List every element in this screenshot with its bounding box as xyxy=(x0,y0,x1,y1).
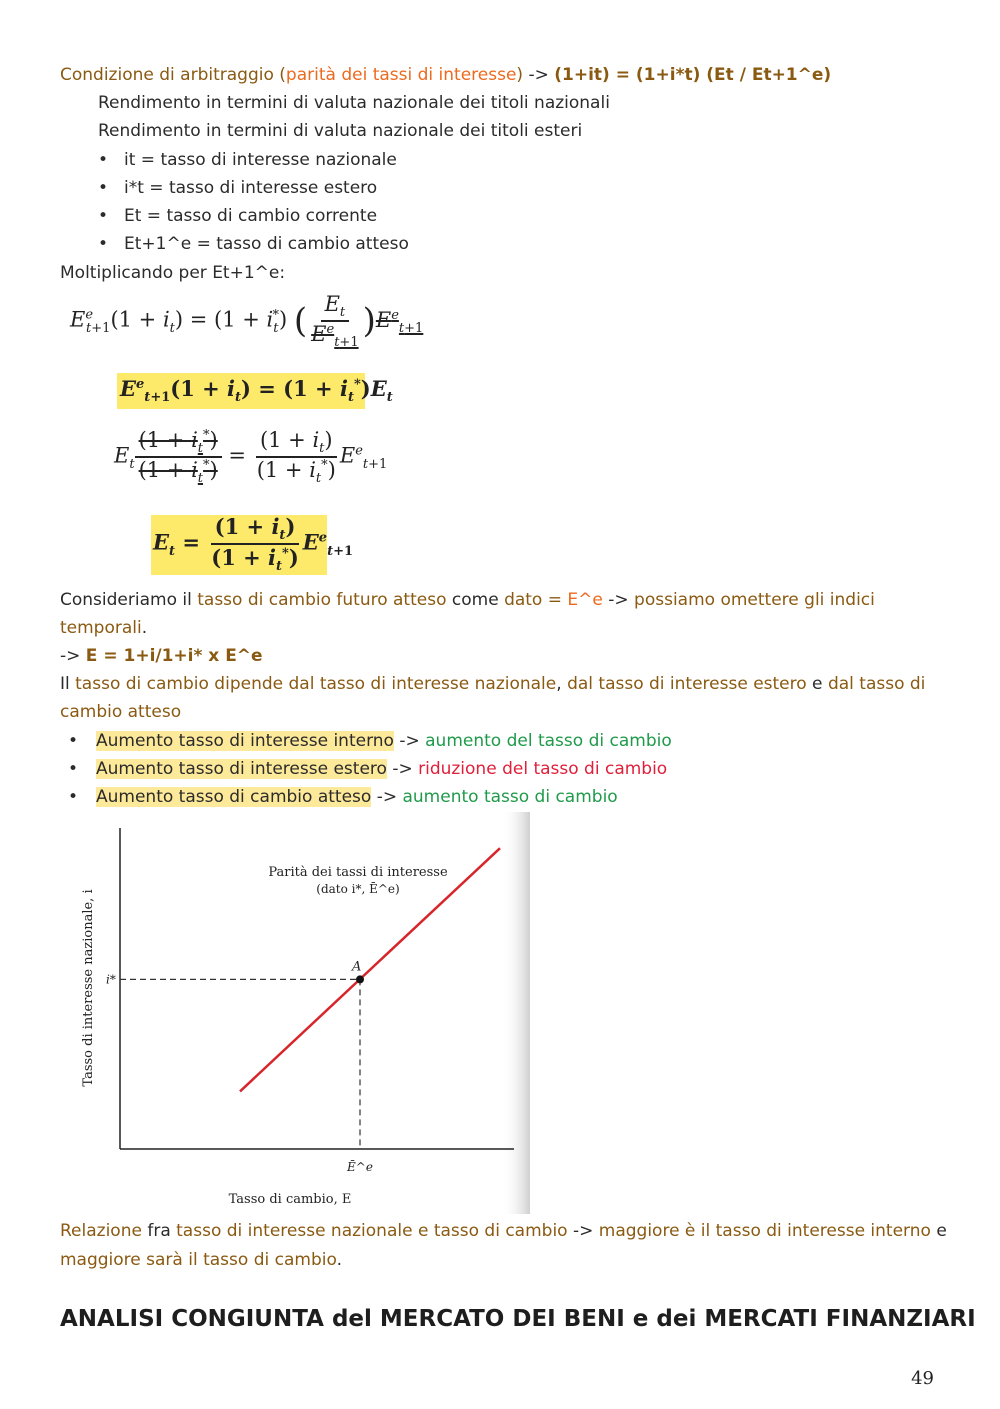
text: fra xyxy=(141,1221,177,1241)
effect-result: aumento del tasso di cambio xyxy=(425,731,672,751)
text: . xyxy=(141,618,148,638)
equilibrium-point xyxy=(356,975,364,983)
bullet: • xyxy=(98,150,109,170)
list-item xyxy=(96,728,672,754)
text: Il xyxy=(60,674,76,694)
relation-effect: maggiore sarà il tasso di cambio xyxy=(60,1250,337,1270)
arrow: -> xyxy=(60,646,86,666)
given-term: dato xyxy=(504,590,543,610)
omit-indices-term: possiamo omettere gli indici xyxy=(634,590,875,610)
list-item: Et = tasso di cambio corrente xyxy=(124,206,378,226)
y-axis-label: Tasso di interesse nazionale, i xyxy=(81,889,96,1087)
arrow: -> xyxy=(523,65,555,85)
expected-term: dal tasso di xyxy=(827,674,926,694)
bullet: • xyxy=(98,206,109,226)
temporal-term: temporali xyxy=(60,618,142,638)
effect-result: riduzione del tasso di cambio xyxy=(418,759,668,779)
text: e xyxy=(806,674,828,694)
relation-term: Relazione xyxy=(60,1221,142,1241)
paren-close: ) xyxy=(516,65,524,85)
list-item: i*t = tasso di interesse estero xyxy=(124,178,378,198)
expected-term-cont: cambio atteso xyxy=(60,702,182,722)
list-item xyxy=(96,784,618,810)
bullet: • xyxy=(68,787,79,807)
section-heading: ANALISI CONGIUNTA del MERCATO DEI BENI e dei MERCATI FINANZIARI xyxy=(60,1306,976,1332)
text: come xyxy=(446,590,505,610)
chart-shadow xyxy=(502,812,530,1214)
y-tick-label: i* xyxy=(106,972,116,987)
depends-line-1 xyxy=(60,671,925,697)
relation-line-2 xyxy=(60,1247,342,1273)
arrow: -> xyxy=(371,787,403,807)
return-national: Rendimento in termini di valuta nazionale dei titoli nazionali xyxy=(98,93,610,113)
list-item: it = tasso di interesse nazionale xyxy=(124,150,397,170)
bullet: • xyxy=(68,731,79,751)
text: = xyxy=(542,590,568,610)
condition-formula: (1+it) = (1+i*t) (Et / Et+1^e) xyxy=(554,65,832,85)
equation-3: $E_t$ $\frac{(1 + i_t^*)}{(1 + i_t^*)}$ = $\frac{(1 + i_t)}{(1 + i_t^*)}$ $E^e_{t+1}$ xyxy=(114,428,388,487)
relation-cause: maggiore è il tasso di interesse interno xyxy=(598,1221,931,1241)
effect-cause: Aumento tasso di interesse estero xyxy=(96,759,387,779)
ee-term: E^e xyxy=(567,590,603,610)
bullet: • xyxy=(98,234,109,254)
list-item: Et+1^e = tasso di cambio atteso xyxy=(124,234,409,254)
effect-cause: Aumento tasso di interesse interno xyxy=(96,731,394,751)
result-formula: E = 1+i/1+i* x E^e xyxy=(85,646,263,666)
expected-rate-term: tasso di cambio futuro atteso xyxy=(197,590,447,610)
x-tick-label: Ē^e xyxy=(347,1160,373,1174)
parity-term: parità dei tassi di interesse xyxy=(285,65,517,85)
depends-line-2 xyxy=(60,699,181,725)
return-foreign: Rendimento in termini di valuta nazionale dei titoli esteri xyxy=(98,121,583,141)
condition-label: Condizione di arbitraggio xyxy=(60,65,274,85)
depends-term: tasso di cambio dipende dal tasso di interesse nazionale xyxy=(75,674,557,694)
chart-subtitle: (dato i*, Ē^e) xyxy=(316,882,400,896)
text: Consideriamo il xyxy=(60,590,198,610)
arrow: -> xyxy=(567,1221,599,1241)
paren-open: ( xyxy=(273,65,286,85)
text: , xyxy=(556,674,568,694)
arrow: -> xyxy=(393,731,426,751)
consider-line-2 xyxy=(60,615,147,641)
page-number: 49 xyxy=(911,1368,934,1389)
point-label: A xyxy=(352,959,362,975)
relation-line-1 xyxy=(60,1218,947,1244)
arrow: -> xyxy=(386,759,419,779)
list-item xyxy=(96,756,667,782)
equation-1: $E^e_{t+1}(1 + i_t) = (1 + i_t^*)$ ( $\frac{E_t}{E^e_{t+1}}$ )$E^e_{t+1}$ xyxy=(70,292,424,351)
effect-cause: Aumento tasso di cambio atteso xyxy=(96,787,372,807)
consider-line-1 xyxy=(60,587,875,613)
effect-result: aumento tasso di cambio xyxy=(402,787,618,807)
x-axis-label: Tasso di cambio, E xyxy=(228,1192,352,1207)
bullet: • xyxy=(68,759,79,779)
text: e xyxy=(930,1221,947,1241)
bullet: • xyxy=(98,178,109,198)
arrow: -> xyxy=(602,590,635,610)
chart-title: Parità dei tassi di interesse xyxy=(268,865,448,880)
multiply-text: Moltiplicando per Et+1^e: xyxy=(60,263,286,283)
relation-subject: tasso di interesse nazionale e tasso di cambio xyxy=(176,1221,568,1241)
parity-chart xyxy=(72,812,532,1214)
equation-2: $E^e_{t+1}(1 + i_t) = (1 + i_t^*)E_t$ xyxy=(120,376,393,406)
equation-4: $E_t$ = $\frac{(1 + i_t)}{(1 + i_t^*)}$ $E^e_{t+1}$ xyxy=(153,514,354,575)
text: . xyxy=(336,1250,342,1270)
condition-line xyxy=(60,62,831,88)
result-line xyxy=(60,643,263,669)
foreign-term: dal tasso di interesse estero xyxy=(567,674,807,694)
